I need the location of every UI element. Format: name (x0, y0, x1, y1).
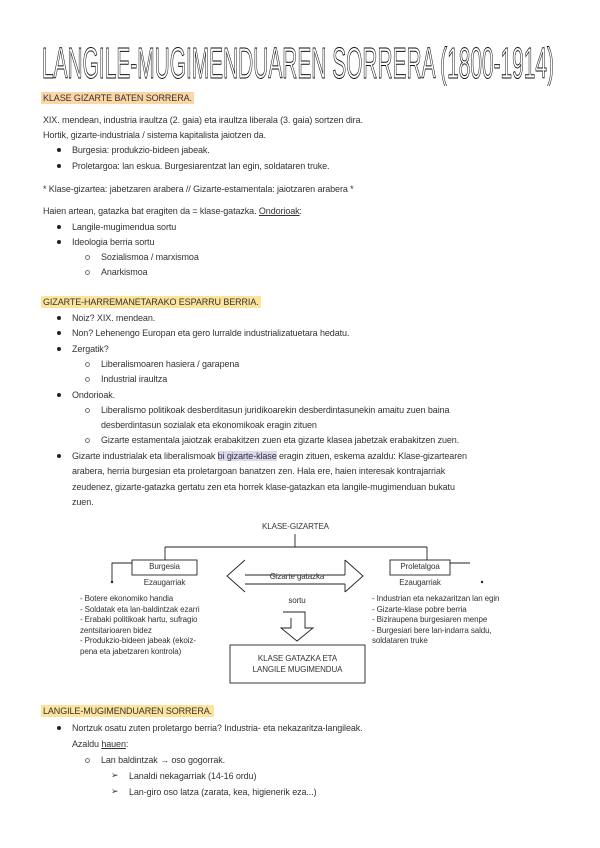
arrow-list-item: Lanaldi nekagarriak (14-16 ordu) (129, 771, 257, 781)
heading-text: KLASE GIZARTE BATEN SORRERA. (43, 93, 192, 103)
list-item: Non? Lehenengo Europan eta gero lurralde industrializatuetara hedatu. (72, 328, 350, 338)
list-item: Ondorioak. (72, 390, 116, 400)
diagram-top-label: KLASE-GIZARTEA (262, 522, 329, 531)
feature-item: soldataren truke (372, 636, 428, 645)
text: Gizarte industrialak eta liberalismoak (72, 451, 218, 461)
list-item: Noiz? XIX. mendean. (72, 313, 156, 323)
highlighted-text: bi gizarte-klase (217, 451, 277, 461)
paragraph: Haien artean, gatazka bat eragiten da = klase-gatazka. Ondorioak: (43, 206, 302, 216)
sub-list-item: Liberalismoaren hasiera / garapena (101, 359, 240, 369)
page-title: LANGILE-MUGIMENDUAREN SORRERA (1800-1914) (42, 40, 554, 86)
feature-item: - Industrian eta nekazaritzan lan egin (372, 594, 500, 603)
result-label (230, 654, 365, 675)
down-arrow (281, 612, 313, 641)
sub-list-item: Anarkismoa (101, 267, 148, 277)
left-features-list (80, 594, 200, 657)
list-item-cont: zuen. (72, 497, 94, 507)
feature-item: - Gizarte-klase pobre berria (372, 604, 467, 614)
feature-item: - Burgesiari bere lan-indarra saldu, (372, 625, 492, 635)
list-item: Zergatik? (72, 344, 109, 354)
circle-bullet-icon (85, 758, 90, 763)
right-features-label: Ezaugarriak (399, 578, 441, 587)
feature-item: - Biziraupena burgesiaren menpe (372, 615, 488, 624)
note: * Klase-gizartea: jabetzaren arabera // Gizarte-estamentala: jaiotzaren arabera * (43, 184, 354, 194)
left-features-label: Ezaugarriak (143, 578, 186, 587)
feature-item: - Soldatak eta lan-baldintzak ezarri (80, 604, 200, 614)
feature-item: - Produkzio-bideen jabeak (ekoiz- (80, 636, 196, 645)
feature-item: - Erabaki politikoak hartu, sufragio (80, 615, 198, 624)
list-item: Proletargoa: lan eskua. Burgesiarentzat lan egin, soldataren truke. (72, 161, 330, 171)
paragraph: Hortik, gizarte-industriala / sistema kapitalista jaiotzen da. (43, 130, 266, 140)
sub-list-item: Gizarte estamentala jaiotzak erabakitzen zuen eta gizarte klasea jabetzak erabakitzen zuen. (101, 435, 460, 445)
list-item-cont: arabera, herria burgesian eta proletargoan banatzen zen. Hala ere, haien interesak kontrajarriak (72, 466, 446, 476)
section-heading-3 (43, 705, 214, 718)
result-line: LANGILE MUGIMENDUA (252, 664, 343, 674)
heading-text: LANGILE-MUGIMENDUAREN SORRERA. (43, 706, 213, 716)
list-item: Nortzuk osatu zuten proletargo berria? Industria- eta nekazaritza-langileak. (72, 723, 363, 733)
list-item: Ideologia berria sortu (72, 237, 155, 247)
conflict-label: Gizarte gatazka (269, 572, 325, 581)
double-arrow-left (227, 560, 245, 592)
arrow-bullet-icon: ➢ (111, 770, 119, 780)
double-arrow-right (345, 560, 363, 592)
ondorioak-link[interactable]: Ondorioak (258, 206, 300, 216)
sub-list-item-cont: desberdintasun sozialak eta ekonomikoak eragin zituen (101, 420, 317, 430)
proletalgoa-label: Proletalgoa (400, 562, 440, 571)
sub-list-item: Industrial iraultza (101, 374, 168, 384)
list-item: Burgesia: produkzio-bideen jabeak. (72, 145, 210, 155)
result-line: KLASE GATAZKA ETA (257, 654, 338, 663)
text: : (125, 739, 129, 749)
hauen-link[interactable]: hauen (101, 739, 126, 749)
list-item: Langile-mugimendua sortu (72, 222, 177, 232)
arrow-bullet-icon: ➢ (111, 786, 119, 796)
right-features-list (372, 594, 499, 647)
heading-text: GIZARTE-HARREMANETARAKO ESPARRU BERRIA. (43, 297, 259, 307)
arrow-list-item: Lan-giro oso latza (zarata, kea, higienerik eza...) (129, 787, 317, 797)
paragraph-text: Haien artean, gatazka bat eragiten da = klase-gatazka. (43, 206, 257, 216)
dot-icon (481, 581, 483, 583)
text: eragin zituen, eskema azaldu: Klase-gizartearen (276, 451, 467, 461)
feature-item: pena eta jabetzaren kontrola) (80, 646, 182, 656)
dot-icon (111, 581, 113, 583)
feature-item: zentsitarioaren bidez (80, 625, 152, 635)
paragraph: XIX. mendean, industria iraultza (2. gaia) eta iraultza liberala (3. gaia) sortzen dira. (43, 115, 363, 125)
list-item-cont: zeudenez, gizarte-gatazka gertatu zen eta horrek klase-gatazkan eta langile-mugimenduan bukatu (72, 482, 455, 492)
sub-list-item: Lan baldintzak → oso gogorrak. (101, 755, 226, 765)
list-item-cont (72, 738, 128, 751)
sub-list-item: Sozialismoa / marxismoa (101, 252, 199, 262)
feature-item: - Botere ekonomiko handia (80, 594, 174, 603)
bullet-icon (57, 726, 61, 730)
burgesia-label: Burgesia (149, 562, 180, 571)
text: Azaldu (72, 739, 102, 749)
sub-list-item: Liberalismo politikoak desberditasun juridikoarekin desberdintasunekin amaitu zuen baina (101, 405, 450, 415)
sortu-label: sortu (288, 596, 306, 605)
